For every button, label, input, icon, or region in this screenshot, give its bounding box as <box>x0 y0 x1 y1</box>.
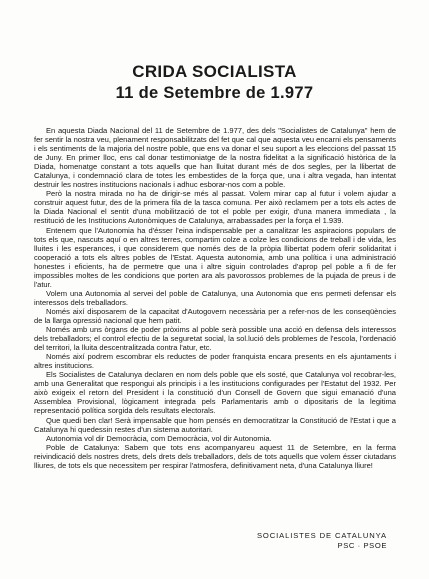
document-body <box>34 126 396 470</box>
paragraph-6: Només amb uns òrgans de poder pròxims al poble serà possible una acció en defensa dels interessos dels treballadors; el control efectiu de la seguretat social, la sol.lució dels problemes de l'escola, l'ordenació del territori, la lluita descentralitzada contra l'atur, etc. <box>34 325 396 353</box>
paragraph-3: Entenem que l'Autonomia ha d'ésser l'eina indispensable per a canalitzar les aspiracions populars de tots els que, nascuts aquí o en altres terres, compartim colze a colze les condicions de treball i de vida, les lluites i les esperances, i que considerem que només des de la pròpia llibertat podem oferir solidaritat i cooperació a tots els altres pobles de l'Estat. Aquesta autonomia, amb una política i una administració honestes i eficients, ha de permetre que una i altre siguin controlades d'aprop pel poble a fi de fer impossibles moltes de les condicions que porten ara als pavorossos problemes de la pujada de preus i de l'atur. <box>34 225 396 289</box>
paragraph-4: Volem una Autonomia al servei del poble de Catalunya, una Autonomia que ens permeti defensar els interessos dels treballadors. <box>34 288 396 307</box>
signature-organization: SOCIALISTES DE CATALUNYA <box>256 531 387 540</box>
signature-block <box>257 531 387 551</box>
paragraph-7: Només així podrem escombrar els reductes de poder franquista encara presents en els ajuntaments i altres institucions. <box>34 352 396 371</box>
paragraph-8: Els Socialistes de Catalunya declaren en nom dels poble que els sosté, que Catalunya vol recobrar-les, amb una Generalitat que respongui als principis i a les institucions configurades per l'Estatut del 1932. Per això exigeix el retorn del President i la constitució d'un Consell de Govern que sigui emanació d'una Assemblea Provisional, lògicament integrada pels Parlamentaris amb o dipositaris de la legitima representació política sorgida dels resultats electorals. <box>34 370 396 416</box>
signature-parties: PSC · PSOE <box>337 541 387 550</box>
paragraph-1: En aquesta Diada Nacional del 11 de Setembre de 1.977, des dels "Socialistes de Catalunya" hem de fer sentir la nostra veu, plenament responsabilitzats del fet que cal que aquesta veu encarni els pensaments i els sentiments de la majoria del nostre poble, que ens va donar el seu suport a les eleccions del passat 15 de Juny. En primer lloc, ens cal donar testimoniatge de la nostra fidelitat a la significació històrica de la Diada, homenatge constant a tots aquells que han lluitat durant més de dos segles, per la llibertat de Catalunya, i condemnació clara de totes les embestides de la força que, una i altra vegada, han intentat destruir les nostres institucions nacionals i adhuc esborar-nos com a poble. <box>34 126 396 190</box>
document-title: CRIDA SOCIALISTA <box>132 62 297 81</box>
paragraph-9: Que quedi ben clar! Serà impensable que hom pensés en democratitzar la Constitució de l'Estat i que a Catalunya hi quedessin restes d'un sistema autoritari. <box>34 415 396 434</box>
paragraph-2: Però la nostra mirada no ha de dirigir-se més al passat. Volem mirar cap al futur i volem ajudar a construir aquest futur, des de la primera fila de la tasca comuna. Per això reclamem per a tots els actes de la Diada Nacional el sentit d'una mobilització de tot el poble per exigir, d'una manera immediata , la restitució de les Institucions Autonòmiques de Catalunya, arrabassades per la força el 1.939. <box>34 189 396 226</box>
document-subtitle-date: 11 de Setembre de 1.977 <box>115 84 314 102</box>
paragraph-5: Només així disposarem de la capacitat d'Autogovern necessària per a refer-nos de les conseqüències de la llarga opressió nacional que hem patit. <box>34 306 396 325</box>
paragraph-11: Poble de Catalunya: Sabem que tots ens acompanyareu aquest 11 de Setembre, en la ferma reivindicació dels nostres drets, dels drets dels treballadors, dels de tots aquells que volem ésser ciutadans lliures, de tots els que necessitem per respirar l'atmosfera, definitivament neta, d'una Catalunya lliure! <box>34 442 396 470</box>
paragraph-10: Autonomia vol dir Democràcia, com Democràcia, vol dir Autonomia. <box>46 433 272 443</box>
